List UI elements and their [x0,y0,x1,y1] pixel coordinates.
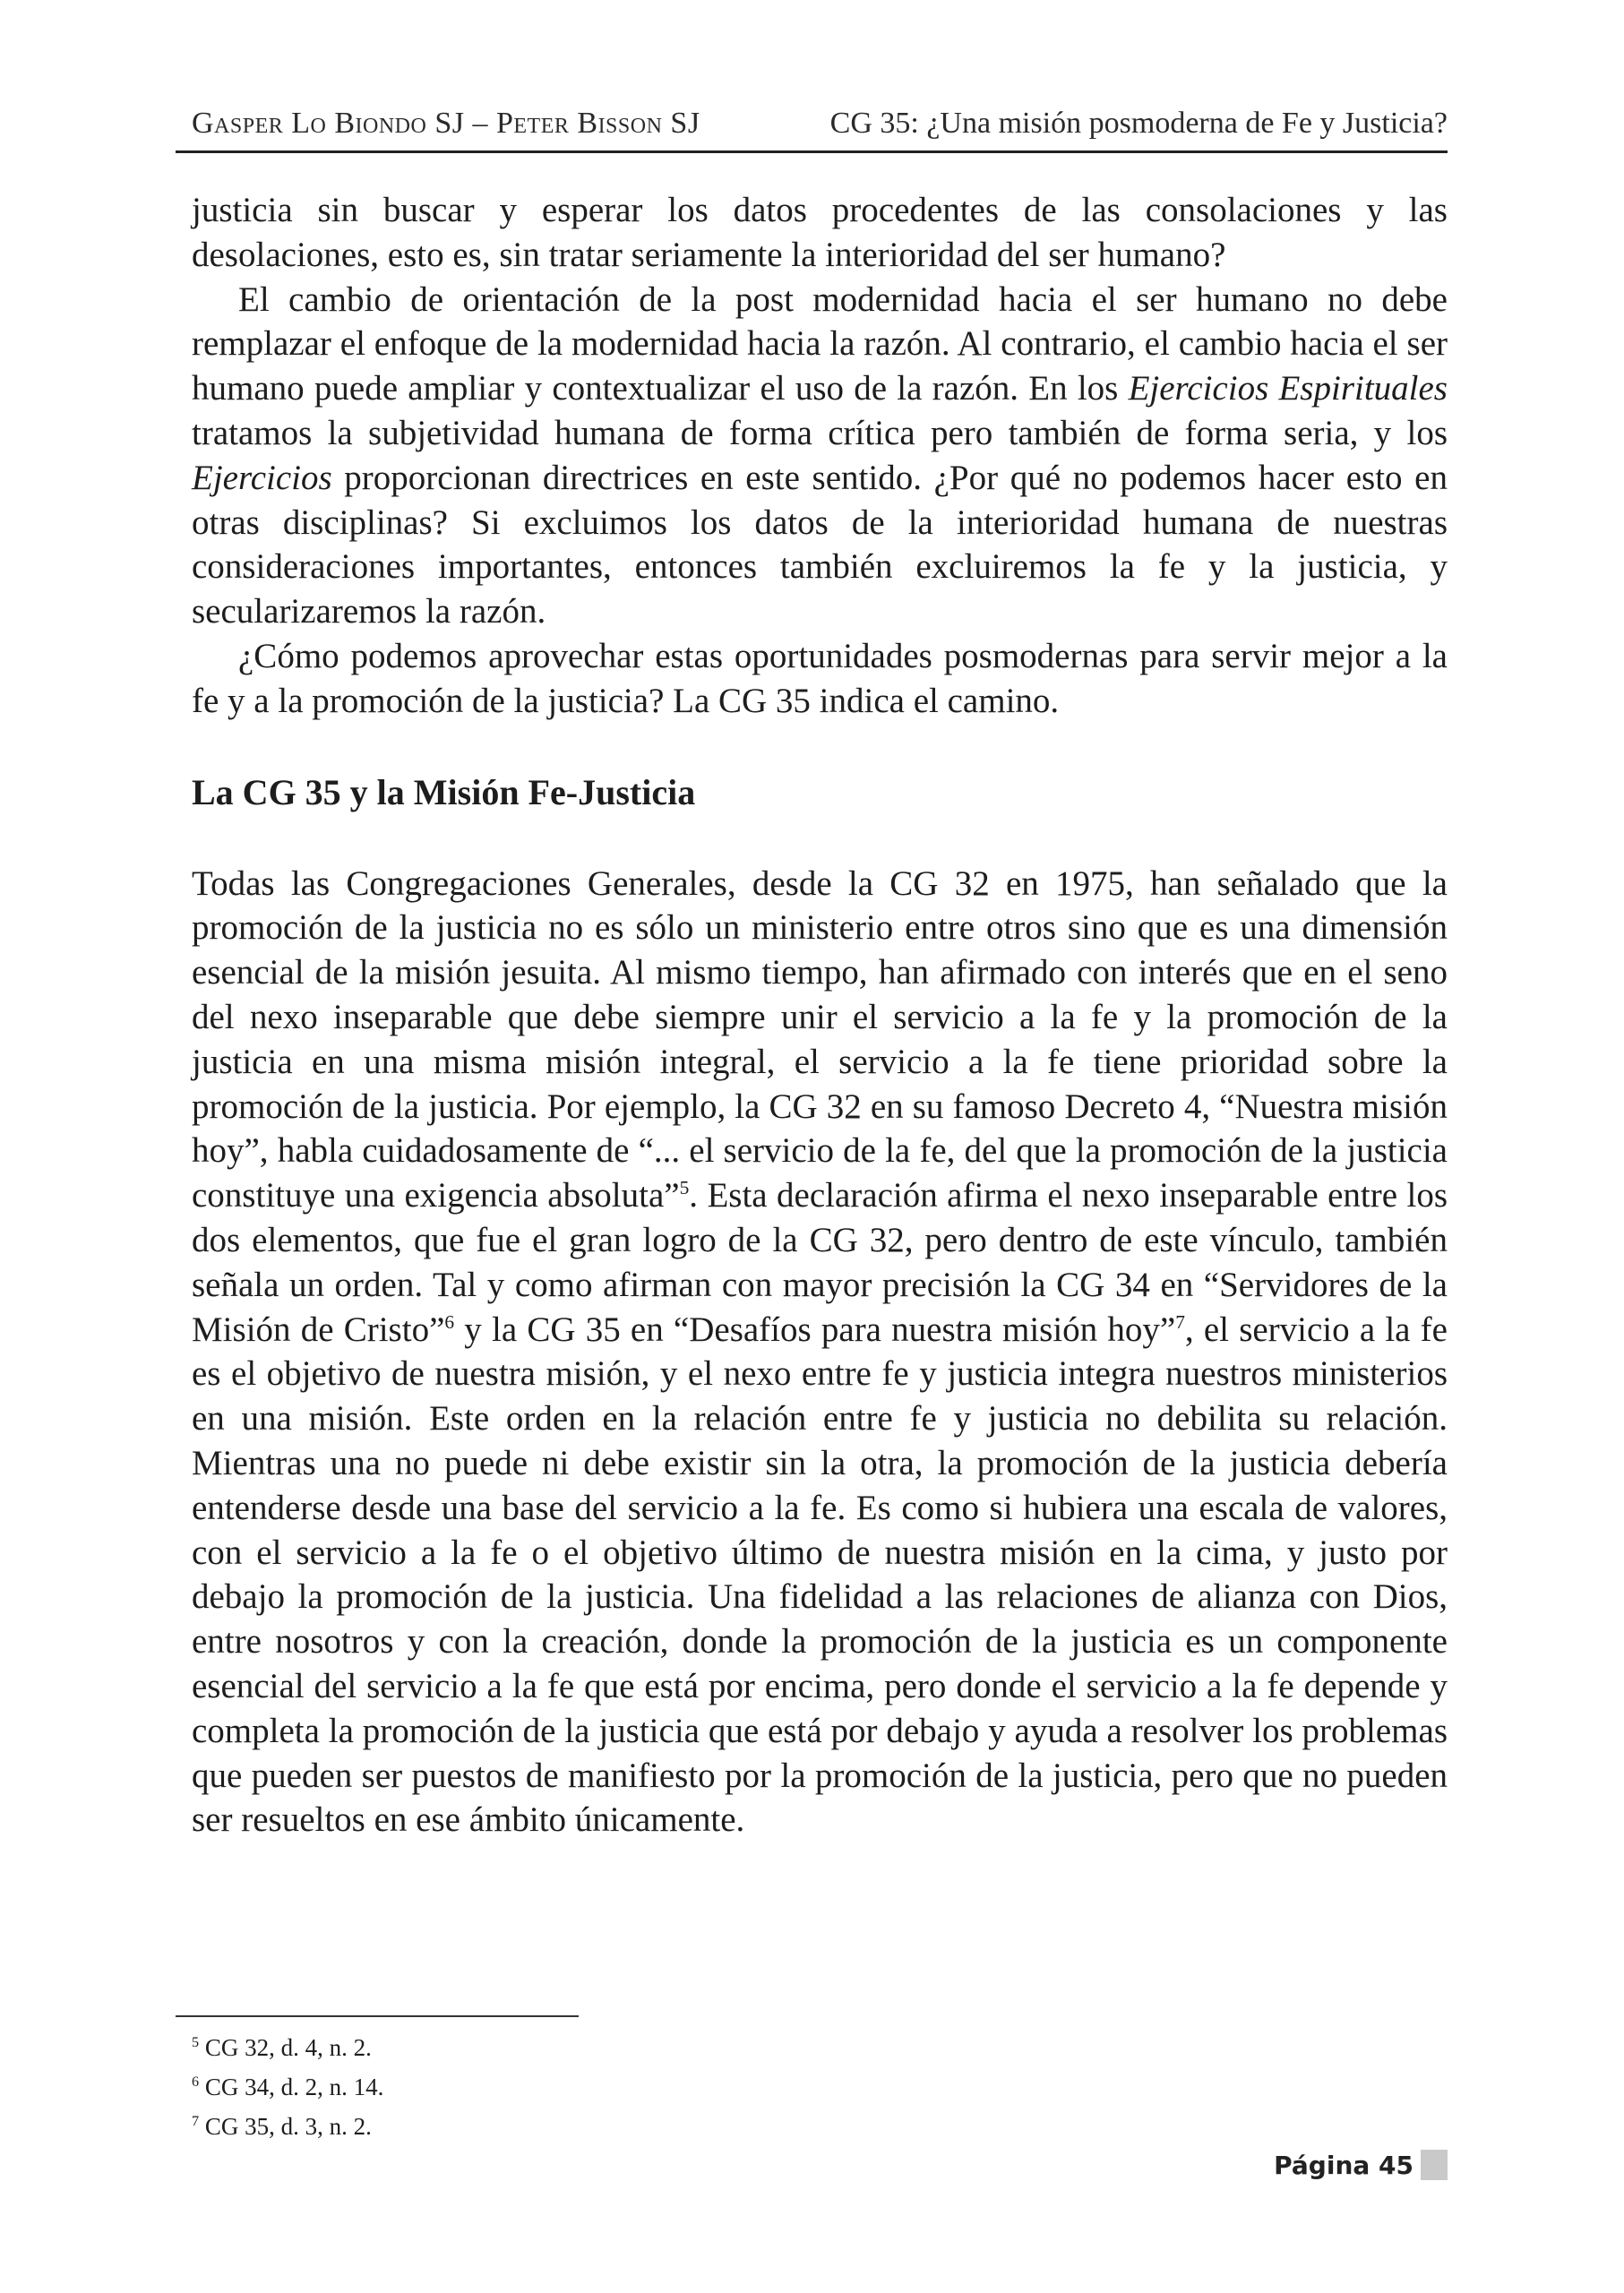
text-run: El cambio de orientación de la post modernidad hacia el ser humano no debe remplazar el enfoque de la modernidad hacia la razón. Al contrario, el cambio hacia el ser humano puede ampliar y contextualizar el uso de la razón. En los [192,279,1448,408]
footnote-number: 6 [192,2074,200,2090]
footnote [192,2028,908,2067]
footnote-text: CG 35, d. 3, n. 2. [199,2113,372,2140]
paragraph-continued: justicia sin buscar y esperar los datos procedentes de las consolaciones y las desolaciones, esto es, sin tratar seriamente la interioridad del ser humano? [192,191,1448,274]
footnote-ref[interactable]: 5 [679,1177,690,1199]
italic-title: Ejercicios [192,458,332,497]
footnote-text: CG 34, d. 2, n. 14. [199,2074,384,2100]
text-run: proporcionan directrices en este sentido. ¿Por qué no podemos hacer esto en otras disciplinas? Si excluimos los datos de la interioridad humana de nuestras consideraciones importantes, entonces también excluiremos la fe y la justicia, y secularizaremos la razón. [192,458,1448,631]
paragraph [192,862,1448,1843]
italic-title: Ejercicios Espirituales [1128,369,1448,408]
footnote [192,2067,908,2107]
footnote-number: 5 [192,2034,200,2050]
footnote-rule [176,2015,579,2017]
header-rule [176,150,1448,153]
text-run: tratamos la subjetividad humana de forma crítica pero también de forma seria, y los [192,413,1448,452]
header-title: CG 35: ¿Una misión posmoderna de Fe y Justicia? [829,107,1448,140]
footnote-number: 7 [192,2113,200,2129]
footnotes [192,2028,908,2146]
section-heading: La CG 35 y la Misión Fe-Justicia [192,771,696,812]
page-marker [1421,2150,1448,2180]
text-run: Todas las Congregaciones Generales, desde la CG 32 en 1975, han señalado que la promoción de la justicia no es sólo un ministerio entre otros sino que es una dimensión esencial de la misión jesuita. Al mismo tiempo, han afirmado con interés que en el seno del nexo inseparable que debe siempre unir el servicio a la fe y la promoción de la justicia en una misma misión integral, el servicio a la fe tiene prioridad sobre la promoción de la justicia. Por ejemplo, la CG 32 en su famoso Decreto 4, “Nuestra misión hoy”, habla cuidadosamente de “... el servicio de la fe, del que la promoción de la justicia constituye una exigencia absoluta” [192,863,1448,1215]
footnote-ref[interactable]: 6 [444,1310,455,1333]
header-authors: Gasper Lo Biondo SJ – Peter Bisson SJ [192,107,700,140]
footnote [192,2107,908,2146]
body-text [192,188,1448,1842]
running-header [192,106,1448,142]
text-run: , el servicio a la fe es el objetivo de nuestra misión, y el nexo entre fe y justicia integra nuestros ministerios en una misión. Este orden en la relación entre fe y justicia no debilita su relación. Mientras una no puede ni debe existir sin la otra, la promoción de la justicia debería entenderse desde una base del servicio a la fe. Es como si hubiera una escala de valores, con el servicio a la fe o el objetivo último de nuestra misión en la cima, y justo por debajo la promoción de la justicia. Una fidelidad a las relaciones de alianza con Dios, entre nosotros y con la creación, donde la promoción de la justicia es un componente esencial del servicio a la fe que está por encima, pero donde el servicio a la fe depende y completa la promoción de la justicia que está por debajo y ayuda a resolver los problemas que pueden ser puestos de manifiesto por la promoción de la justicia, pero que no pueden ser resueltos en ese ámbito únicamente. [192,1310,1448,1840]
text-run: y la CG 35 en “Desafíos para nuestra misión hoy” [454,1310,1176,1349]
page-number: Página 45 [1274,2151,1413,2180]
footnote-ref[interactable]: 7 [1175,1310,1185,1333]
paragraph: ¿Cómo podemos aprovechar estas oportunidades posmodernas para servir mejor a la fe y a la promoción de la justicia? La CG 35 indica el camino. [192,636,1448,720]
paragraph [192,278,1448,634]
text-run: . Esta declaración afirma el nexo inseparable entre los dos elementos, que fue el gran logro de la CG 32, pero dentro de este vínculo, también señala un orden. Tal y como afirman con mayor precisión la CG 34 en “Servidores de la Misión de Cristo” [192,1176,1448,1349]
footnote-text: CG 32, d. 4, n. 2. [199,2034,372,2061]
